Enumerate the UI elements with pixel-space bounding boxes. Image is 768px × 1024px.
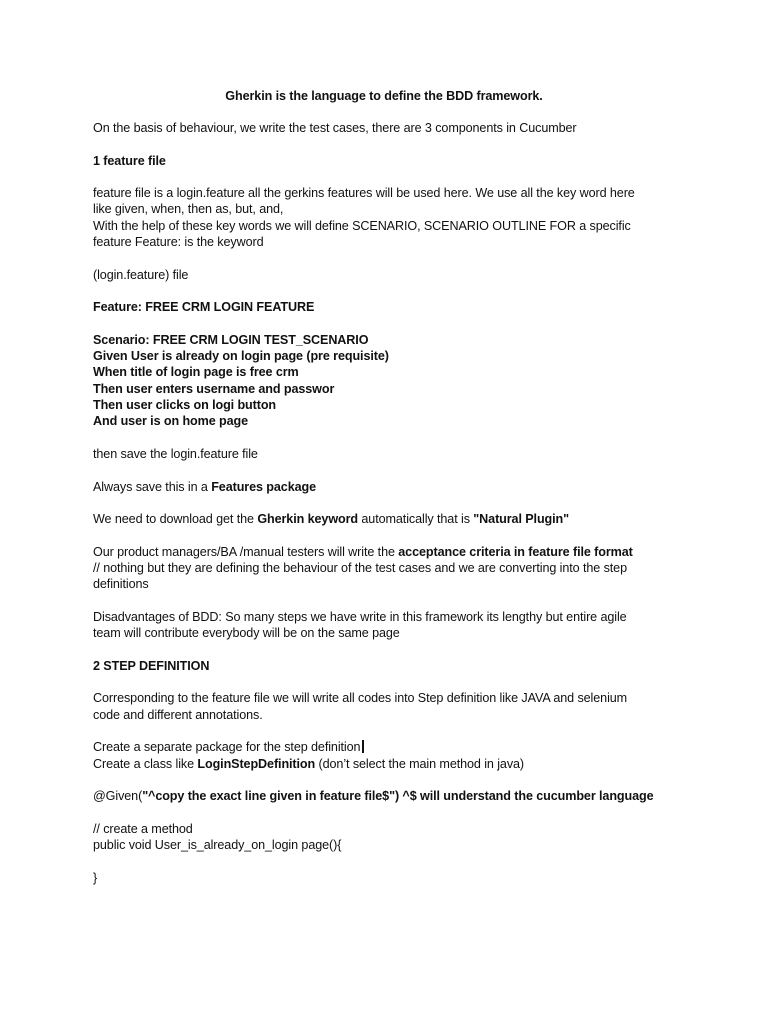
- create-class-suffix: (don’t select the main method in java): [315, 756, 525, 771]
- download-prefix: We need to download get the: [93, 512, 258, 527]
- text-line: Corresponding to the feature file we will write all codes into Step definition like JAVA and selenium: [93, 691, 628, 706]
- scenario-step: And user is on home page: [93, 414, 249, 429]
- acceptance-line: [93, 544, 683, 560]
- document-body: [93, 120, 683, 902]
- file-label: (login.feature) file: [93, 267, 189, 282]
- download-mid: automatically that is: [358, 512, 474, 527]
- scenario-block: [93, 332, 683, 430]
- section2-heading: 2 STEP DEFINITION: [93, 658, 210, 673]
- acceptance-prefix: Our product managers/BA /manual testers will write the: [93, 544, 399, 559]
- text-line: feature Feature: is the keyword: [93, 235, 264, 250]
- method-signature: public void User_is_already_on_login page(){: [93, 838, 342, 853]
- scenario-step: Given User is already on login page (pre requisite): [93, 349, 389, 364]
- given-annotation-line: [93, 788, 683, 804]
- comment-line: definitions: [93, 577, 149, 592]
- feature-file-description: [93, 185, 683, 250]
- save-line: then save the login.feature file: [93, 446, 258, 461]
- text-cursor: [362, 740, 364, 753]
- download-bold-plugin: "Natural Plugin": [473, 512, 570, 527]
- scenario-step: When title of login page is free crm: [93, 365, 299, 380]
- text-line: With the help of these key words we will define SCENARIO, SCENARIO OUTLINE FOR a specific: [93, 218, 631, 233]
- text-line: Disadvantages of BDD: So many steps we have write in this framework its lengthy but entire agile: [93, 609, 627, 624]
- text-line: feature file is a login.feature all the gerkins features will be used here. We use all the key word here: [93, 186, 635, 201]
- comment-line: // nothing but they are defining the behaviour of the test cases and we are converting into the step: [93, 561, 627, 576]
- create-paragraph: [93, 739, 683, 772]
- document-title: Gherkin is the language to define the BDD framework.: [225, 89, 543, 103]
- section1-heading: 1 feature file: [93, 153, 166, 168]
- download-bold-keyword: Gherkin keyword: [257, 512, 358, 527]
- scenario-step: Scenario: FREE CRM LOGIN TEST_SCENARIO: [93, 332, 369, 347]
- package-line-prefix: Always save this in a: [93, 479, 212, 494]
- given-bold: "^copy the exact line given in feature file$") ^$ will understand the cucumber language: [142, 789, 654, 804]
- create-package-line: [93, 739, 683, 755]
- create-class-line: [93, 756, 683, 772]
- acceptance-bold: acceptance criteria in feature file format: [398, 544, 633, 559]
- given-prefix: @Given(: [93, 789, 143, 804]
- feature-line: Feature: FREE CRM LOGIN FEATURE: [93, 300, 315, 315]
- method-block: [93, 821, 683, 854]
- scenario-step: Then user enters username and passwor: [93, 381, 335, 396]
- text-line: team will contribute everybody will be on the same page: [93, 626, 400, 641]
- disadvantages-paragraph: [93, 609, 683, 642]
- acceptance-paragraph: [93, 544, 683, 593]
- create-class-bold: LoginStepDefinition: [197, 756, 316, 771]
- create-class-prefix: Create a class like: [93, 756, 198, 771]
- text-line: code and different annotations.: [93, 707, 263, 722]
- create-package-text: Create a separate package for the step definition: [93, 740, 361, 755]
- closing-brace: }: [93, 870, 98, 885]
- method-comment: // create a method: [93, 821, 193, 836]
- scenario-step: Then user clicks on logi button: [93, 398, 277, 413]
- download-line: [93, 511, 683, 527]
- corresponding-paragraph: [93, 690, 683, 723]
- package-line-bold: Features package: [211, 479, 317, 494]
- intro-paragraph: On the basis of behaviour, we write the test cases, there are 3 components in Cucumber: [93, 121, 577, 135]
- package-line: [93, 479, 683, 495]
- text-line: like given, when, then as, but, and,: [93, 202, 284, 217]
